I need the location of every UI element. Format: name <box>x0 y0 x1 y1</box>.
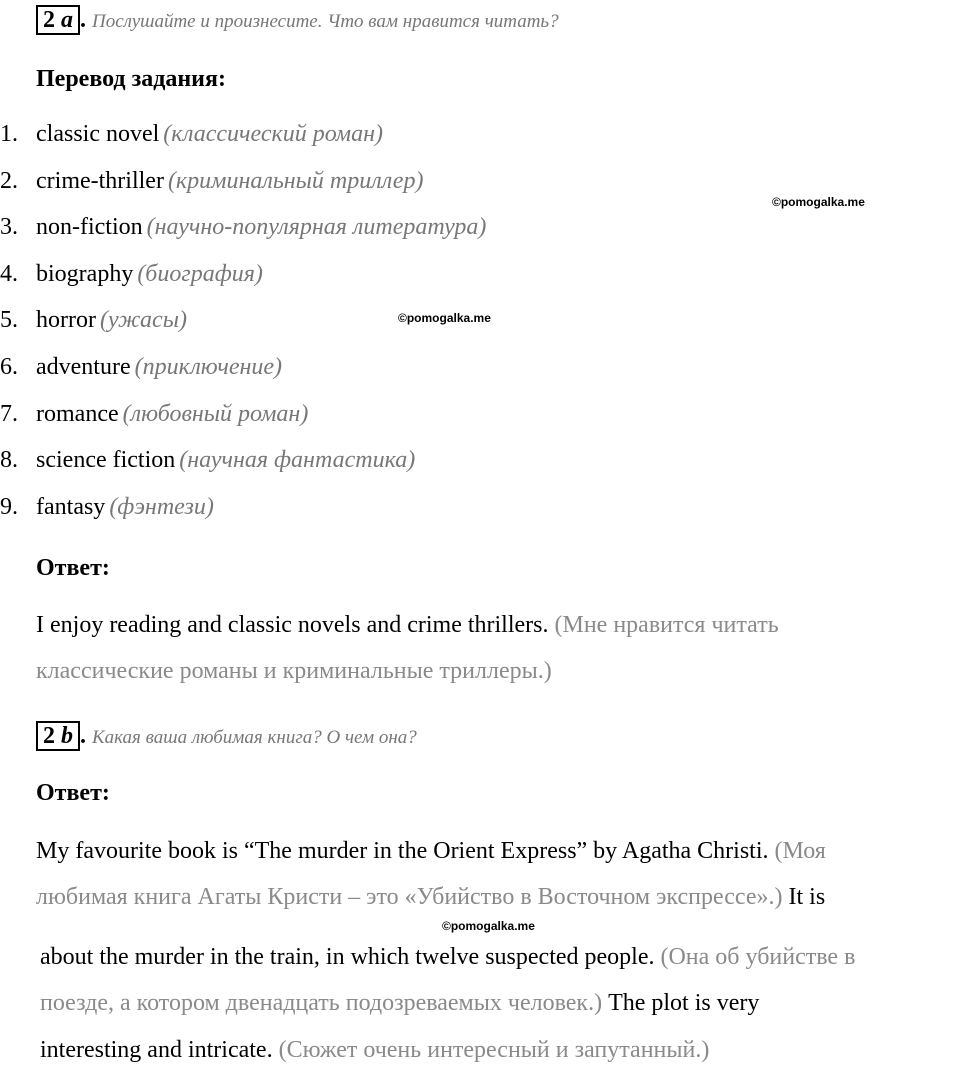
answer-b-line-1 <box>36 838 826 865</box>
answer-b-line1-english: My favourite book is “The murder in the Orient Express” by Agatha Christi. <box>36 838 769 864</box>
task-a-number: 2 <box>43 7 55 33</box>
answer-a-russian-1: (Мне нравится читать <box>554 612 779 638</box>
answer-b-line5-russian: (Сюжет очень интересный и запутанный.) <box>278 1037 710 1063</box>
list-item-number: 5. <box>0 307 18 333</box>
task-b-badge <box>36 721 80 751</box>
task-a-dot: . <box>80 7 86 33</box>
answer-b-line2-english: It is <box>788 884 826 910</box>
task-a-badge <box>36 5 80 35</box>
answer-b-heading: Ответ: <box>36 780 110 806</box>
task-a-letter: a <box>61 7 73 33</box>
list-item-russian: (классический роман) <box>163 121 384 147</box>
answer-b-line3-english: about the murder in the train, in which twelve suspected people. <box>40 944 655 970</box>
answer-b-line4-english: The plot is very <box>608 990 760 1016</box>
list-item-number: 3. <box>0 214 18 240</box>
task-b-letter: b <box>61 723 73 749</box>
list-item-english: science fiction <box>36 447 176 473</box>
list-item-number: 8. <box>0 447 18 473</box>
answer-b-line1-russian: (Моя <box>774 838 826 864</box>
list-item-russian: (приключение) <box>134 354 283 380</box>
list-item-number: 1. <box>0 121 18 147</box>
list-item-english: romance <box>36 401 119 427</box>
answer-b-line2-russian: любимая книга Агаты Кристи – это «Убийство в Восточном экспрессе».) <box>36 884 783 910</box>
list-item-english: non-fiction <box>36 214 143 240</box>
list-item-english: adventure <box>36 354 131 380</box>
answer-b-line-2 <box>36 884 825 911</box>
answer-b-line-4 <box>40 990 759 1017</box>
list-item-russian: (криминальный триллер) <box>167 168 424 194</box>
list-item-english: biography <box>36 261 134 287</box>
list-item-number: 4. <box>0 261 18 287</box>
list-item-number: 2. <box>0 168 18 194</box>
watermark: ©pomogalka.me <box>442 919 535 933</box>
answer-b-line-3 <box>40 944 855 971</box>
task-b-instruction: Какая ваша любимая книга? О чем она? <box>92 727 417 748</box>
task-b-header <box>36 721 417 751</box>
list-item-english: crime-thriller <box>36 168 164 194</box>
list-item-english: classic novel <box>36 121 160 147</box>
answer-b-line-5 <box>40 1037 709 1064</box>
list-item-number: 6. <box>0 354 18 380</box>
list-item-russian: (биография) <box>137 261 263 287</box>
list-item-number: 7. <box>0 401 18 427</box>
task-b-dot: . <box>80 723 86 749</box>
answer-a-english: I enjoy reading and classic novels and crime thrillers. <box>36 612 549 638</box>
answer-a-russian-2: классические романы и криминальные триллеры.) <box>36 658 552 684</box>
watermark: ©pomogalka.me <box>398 311 491 325</box>
task-a-instruction: Послушайте и произнесите. Что вам нравится читать? <box>92 11 559 32</box>
task-a-header <box>36 5 559 35</box>
list-item-russian: (фэнтези) <box>109 494 214 520</box>
list-item-russian: (любовный роман) <box>122 401 309 427</box>
answer-b-line5-english: interesting and intricate. <box>40 1037 273 1063</box>
list-item-russian: (научно-популярная литература) <box>146 214 487 240</box>
answer-b-line3-russian: (Она об убийстве в <box>660 944 856 970</box>
list-item-english: horror <box>36 307 96 333</box>
list-item-english: fantasy <box>36 494 106 520</box>
list-item-russian: (ужасы) <box>99 307 187 333</box>
task-b-number: 2 <box>43 723 55 749</box>
translation-heading: Перевод задания: <box>36 66 226 92</box>
watermark: ©pomogalka.me <box>772 195 865 209</box>
answer-a-heading: Ответ: <box>36 555 110 581</box>
list-item-number: 9. <box>0 494 18 520</box>
list-item-russian: (научная фантастика) <box>179 447 416 473</box>
answer-a-line-1 <box>36 612 779 639</box>
answer-b-line4-russian: поезде, а котором двенадцать подозреваемых человек.) <box>40 990 603 1016</box>
